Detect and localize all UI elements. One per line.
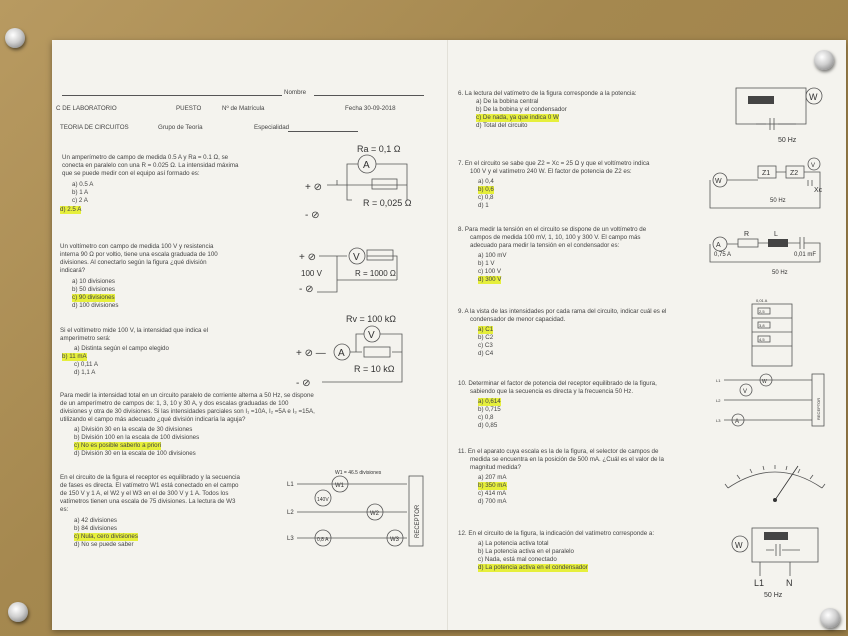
q3-option-b: b) 11 mA — [62, 353, 87, 360]
q1-r-label: R = 0,025 Ω — [363, 198, 412, 208]
q12-option-d: d) La potencia activa en el condensador — [478, 564, 588, 571]
q10-l3: L3 — [716, 418, 721, 423]
q7-option-c: c) 0,8 — [478, 194, 494, 201]
q11-option-d: d) 700 mA — [478, 498, 507, 505]
q7-hz: 50 Hz — [770, 198, 786, 204]
q8-option-d: d) 300 V — [478, 276, 502, 283]
q8-stem-3: adecuado para medir la tensión en el condensador es: — [470, 242, 620, 249]
q6-option-c: c) De nada, ya que indica 0 W — [476, 114, 559, 121]
q5-stem-3: de 150 V y 1 A, el W2 y el W3 en el de 300 V y 1 A. Todos los — [60, 490, 229, 497]
q12-circuit-figure — [730, 518, 830, 598]
q1-option-b: b) 1 A — [72, 189, 89, 196]
meter-needle — [775, 466, 798, 500]
q10-receptor: RECEPTOR — [816, 397, 821, 420]
q8-c: 0,01 mF — [794, 252, 817, 258]
q1-ra-label: Ra = 0,1 Ω — [357, 144, 401, 154]
q7-circuit-figure — [710, 158, 830, 218]
resistor-symbol — [372, 179, 397, 189]
header-puesto: PUESTO — [176, 105, 202, 112]
q5-w1: W1 — [335, 483, 344, 489]
q9-option-b: b) C2 — [478, 334, 494, 341]
needle-pivot — [773, 498, 777, 502]
q10-l1: L1 — [716, 378, 721, 383]
q5-stem-1: En el circuito de la figura el receptor es equilibrado y la secuencia — [60, 474, 240, 481]
q5-phase-lines — [297, 484, 407, 538]
scale-arc — [728, 472, 822, 488]
coil-symbol — [764, 532, 788, 540]
q9-stem-1: 9. A la vista de las intensidades por cada rama del circuito, indicar cuál es el — [458, 308, 667, 315]
q4-option-c: c) No es posible saberlo a priori — [74, 442, 162, 449]
q5-l3: L3 — [287, 536, 294, 542]
q10-a: A — [735, 419, 740, 425]
q2-stem-3: divisiones. Al conectarlo según la figura ¿qué división — [60, 259, 207, 266]
q11-option-c: c) 414 mA — [478, 490, 507, 497]
name-line — [62, 95, 282, 96]
q5-option-c: c) Nula, cero divisiones — [74, 533, 138, 540]
svg-text:- ⊘: - ⊘ — [299, 284, 314, 295]
header-catedra: C DE LABORATORIO — [56, 105, 117, 112]
q5-circuit-figure — [287, 468, 437, 558]
q6-option-b: b) De la bobina y el condensador — [476, 106, 567, 113]
q12-hz: 50 Hz — [764, 592, 783, 599]
q6-box — [736, 88, 806, 124]
coil-symbol — [748, 96, 774, 104]
header-matricula: Nº de Matrícula — [222, 105, 265, 112]
q4-stem-3: divisiones y otra de 30 divisiones. Si las intensidades parciales son I₁ =10A, I₂ =5A e I₃ =15A, — [60, 408, 315, 415]
q4-stem-4: utilizando el campo más adecuado ¿qué división indicaría la aguja? — [60, 416, 246, 423]
q7-stem-2: 100 V y el vatímetro 240 W. El factor de potencia de Z2 es: — [470, 168, 632, 175]
q9-option-a: a) C1 — [478, 326, 494, 333]
q9-b2: 3,8 — [759, 323, 765, 328]
q8-option-c: c) 100 V — [478, 268, 502, 275]
q2-stem-4: indicará? — [60, 267, 86, 274]
q10-stem-2: sabiendo que la secuencia es directa y la frecuencia 50 Hz. — [470, 388, 634, 395]
exam-sheet — [52, 40, 846, 630]
header-asignatura: TEORIA DE CIRCUITOS — [60, 124, 129, 131]
q3-option-c: c) 0,11 A — [74, 361, 98, 368]
q12-wires — [760, 544, 800, 576]
resistor-symbol — [738, 239, 758, 247]
q7-w: W — [715, 178, 722, 185]
q5-option-b: b) 84 divisiones — [74, 525, 117, 532]
svg-text:- ⊘: - ⊘ — [305, 210, 320, 221]
q10-v: V — [743, 389, 748, 395]
q8-option-a: a) 100 mV — [478, 252, 507, 259]
q8-a: A — [716, 242, 721, 249]
q7-option-d: d) 1 — [478, 202, 489, 209]
q6-circuit-figure — [726, 80, 826, 145]
q2-stem-2: interna 90 Ω por voltio, tiene una escala graduada de 100 — [60, 251, 218, 258]
header-grupo: Grupo de Teoría — [158, 124, 203, 131]
svg-text:A: A — [338, 348, 345, 359]
right-page — [448, 40, 846, 630]
q4-option-b: b) División 100 en la escala de 100 divisiones — [74, 434, 200, 441]
q5-l1: L1 — [287, 482, 294, 488]
q3-option-d: d) 1,1 A — [74, 369, 96, 376]
q7-z1: Z1 — [762, 170, 771, 177]
q1-stem-2: conecta en paralelo con una R = 0.025 Ω. La intensidad máxima — [62, 162, 239, 169]
q10-option-c: c) 0,8 — [478, 414, 494, 421]
q2-option-c: c) 90 divisiones — [72, 294, 115, 301]
q11-option-b: b) 350 mA — [478, 482, 507, 489]
q8-stem-2: campos de medida 100 mV, 1, 10, 100 y 300 V. El campo más — [470, 234, 641, 241]
q8-circuit-figure — [710, 226, 830, 281]
q8-r: R — [744, 231, 750, 238]
q9-b1: 2,5 — [759, 309, 765, 314]
coil-symbol — [768, 239, 788, 247]
q6-stem-1: 6. La lectura del vatímetro de la figura corresponde a la potencia: — [458, 90, 637, 97]
left-page — [52, 40, 448, 630]
q4-option-d: d) División 30 en la escala de 100 divisiones — [74, 450, 196, 457]
header-fecha: Fecha 30-09-2018 — [345, 105, 396, 112]
q2-option-d: d) 100 divisiones — [72, 302, 119, 309]
q10-circuit-figure — [716, 370, 831, 435]
q11-meter-scale — [720, 450, 835, 505]
q5-stem-5: es: — [60, 506, 69, 513]
q6-option-d: d) Total del circuito — [476, 122, 528, 129]
q7-z2: Z2 — [790, 170, 799, 177]
push-pin-bottom-left — [8, 602, 28, 622]
q9-b3: 4,5 — [759, 337, 765, 342]
q7-xc: Xc — [814, 187, 823, 194]
svg-text:+ ⊘ —: + ⊘ — — [296, 348, 326, 359]
name-line-right — [314, 95, 424, 96]
q5-option-d: d) No se puede saber — [74, 541, 134, 548]
q5-v: 140V — [317, 497, 329, 503]
q8-l: L — [774, 231, 778, 238]
push-pin-bottom-right — [820, 608, 840, 628]
q9-option-d: d) C4 — [478, 350, 494, 357]
svg-text:V: V — [353, 252, 360, 263]
q5-stem-2: de fases es directa. El vatímetro W1 está conectado en el campo — [60, 482, 239, 489]
resistor-symbol — [364, 347, 390, 357]
q10-l2: L2 — [716, 398, 721, 403]
q10-w: W — [762, 379, 767, 385]
q10-option-a: a) 0,614 — [478, 398, 501, 405]
q3-stem-1: Si el voltímetro mide 100 V, la intensidad que indica el — [60, 327, 209, 334]
q6-hz: 50 Hz — [778, 137, 797, 144]
q3-option-a: a) Distinta según el campo elegido — [74, 345, 169, 352]
q8-option-b: b) 1 V — [478, 260, 495, 267]
q12-l1: L1 — [754, 578, 765, 588]
q11-stem-1: 11. En el aparato cuya escala es la de la figura, el selector de campos de — [458, 448, 659, 455]
q2-option-a: a) 10 divisiones — [72, 278, 115, 285]
q4-stem-1: Para medir la intensidad total en un circuito paralelo de corriente alterna a 50 Hz, se dispone — [60, 392, 314, 399]
q12-w: W — [735, 541, 743, 550]
q7-stem-1: 7. En el circuito se sabe que Z2 = Xc = 25 Ω y que el voltímetro indica — [458, 160, 650, 167]
q12-option-a: a) La potencia activa total — [478, 540, 549, 547]
q12-stem-1: 12. En el circuito de la figura, la indicación del vatímetro corresponde a: — [458, 530, 655, 537]
push-pin-top-right — [814, 50, 834, 70]
q6-w: W — [809, 92, 818, 102]
q2-v-label: 100 V — [301, 269, 322, 278]
q1-stem-3: que se puede medir con el equipo así formado es: — [62, 170, 200, 177]
q9-circuit-figure — [748, 296, 808, 371]
q7-option-a: a) 0,4 — [478, 178, 494, 185]
q6-option-a: a) De la bobina central — [476, 98, 539, 105]
q9-option-c: c) C3 — [478, 342, 493, 349]
q11-stem-3: magnitud medida? — [470, 464, 521, 471]
q5-a: 0,8 A — [317, 537, 329, 543]
q1-option-a: a) 0.5 A — [72, 181, 94, 188]
q5-l2: L2 — [287, 510, 294, 516]
push-pin-top-left — [5, 28, 25, 48]
q12-option-b: b) La potencia activa en el paralelo — [478, 548, 574, 555]
q10-option-d: d) 0,85 — [478, 422, 498, 429]
q9-top: 0,01 A — [756, 298, 768, 303]
q3-r-label: R = 10 kΩ — [354, 364, 395, 374]
q1-circuit-figure — [297, 140, 437, 220]
svg-text:+ ⊘: + ⊘ — [305, 182, 322, 193]
q7-option-b: b) 0,6 — [478, 186, 494, 193]
svg-text:+ ⊘: + ⊘ — [299, 252, 316, 263]
q12-n: N — [786, 578, 793, 588]
q2-stem-1: Un voltímetro con campo de medida 100 V y resistencia — [60, 243, 214, 250]
q3-stem-2: amperímetro será: — [60, 335, 111, 342]
q5-w2: W2 — [370, 511, 379, 517]
q4-option-a: a) División 30 en la escala de 30 divisiones — [74, 426, 193, 433]
q3-wires — [322, 334, 402, 382]
q2-r-label: R = 1000 Ω — [355, 269, 396, 278]
scale-ticks — [725, 465, 825, 488]
q5-receptor: RECEPTOR — [415, 504, 421, 538]
q3-circuit-figure — [292, 312, 437, 387]
header-especialidad: Especialidad — [254, 124, 290, 131]
q1-stem-1: Un amperímetro de campo de medida 0.5 A y Ra = 0.1 Ω, se — [62, 154, 229, 161]
q10-option-b: b) 0,715 — [478, 406, 501, 413]
q5-w3: W3 — [390, 537, 399, 543]
q8-hz: 50 Hz — [772, 270, 788, 276]
q11-option-a: a) 207 mA — [478, 474, 507, 481]
q10-stem-1: 10. Determinar el factor de potencia del receptor equilibrado de la figura, — [458, 380, 657, 387]
q3-rv-label: Rv = 100 kΩ — [346, 314, 397, 324]
q5-option-a: a) 42 divisiones — [74, 517, 117, 524]
q8-stem-1: 8. Para medir la tensión en el circuito se dispone de un voltímetro de — [458, 226, 647, 233]
q12-option-c: c) Nada, está mal conectado — [478, 556, 557, 563]
q4-stem-2: de un amperímetro de campos de: 1, 3, 10 y 30 A, y dos escalas graduadas de 100 — [60, 400, 289, 407]
q5-stem-4: vatímetros tienen una escala de 75 divisiones. La lectura de W3 — [60, 498, 236, 505]
q2-option-b: b) 50 divisiones — [72, 286, 115, 293]
q8-i: 0,75 A — [714, 252, 732, 258]
q2-circuit-figure — [297, 250, 437, 295]
q1-option-d: d) 2.5 A — [60, 206, 82, 213]
q9-stem-2: condensador de menor capacidad. — [470, 316, 566, 323]
q5-top-label: W1 = 46.5 divisiones — [335, 470, 382, 476]
q7-v: V — [811, 163, 816, 169]
q11-stem-2: medida se encuentra en la posición de 500 mA. ¿Cuál es el valor de la — [470, 456, 664, 463]
resistor-symbol — [367, 250, 393, 260]
header-nombre: Nombre — [284, 89, 307, 96]
q1-option-c: c) 2 A — [72, 197, 88, 204]
svg-text:- ⊘: - ⊘ — [296, 378, 311, 389]
especialidad-line — [288, 131, 358, 132]
svg-text:V: V — [368, 330, 375, 341]
svg-text:A: A — [363, 160, 370, 171]
